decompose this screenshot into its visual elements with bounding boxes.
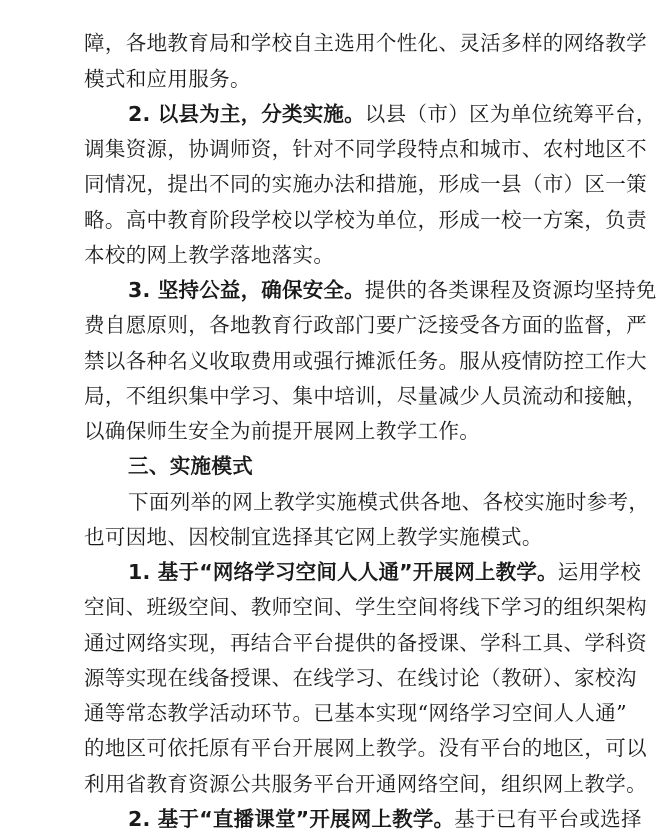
item-text: 提供的各类课程及资源均坚持免 xyxy=(364,278,657,302)
section-heading: 三、实施模式 xyxy=(128,454,254,478)
text-line: 通过网络实现，再结合平台提供的备授课、学科工具、学科资 xyxy=(84,631,647,655)
item-text: 基于已有平台或选择 xyxy=(454,807,642,831)
text-line: 下面列举的网上教学实施模式供各地、各校实施时参考， xyxy=(128,490,650,514)
text-line: 也可因地、因校制宜选择其它网上教学实施模式。 xyxy=(84,525,543,549)
text-line: 障，各地教育局和学校自主选用个性化、灵活多样的网络教学 xyxy=(84,31,647,55)
text-line: 调集资源，协调师资，针对不同学段特点和城市、农村地区不 xyxy=(84,137,647,161)
list-item-heading xyxy=(128,804,642,834)
text-line: 利用省教育资源公共服务平台开通网络空间，组织网上教学。 xyxy=(84,772,647,796)
text-line: 略。高中教育阶段学校以学校为单位，形成一校一方案，负责 xyxy=(84,208,647,232)
text-line: 同情况，提出不同的实施办法和措施，形成一县（市）区一策 xyxy=(84,172,647,196)
item-title: 3. 坚持公益，确保安全。 xyxy=(128,278,365,302)
text-line: 费自愿原则，各地教育行政部门要广泛接受各方面的监督，严 xyxy=(84,313,647,337)
text-line: 模式和应用服务。 xyxy=(84,67,251,91)
text-line: 本校的网上教学落地落实。 xyxy=(84,243,335,267)
item-title: 2. 以县为主，分类实施。 xyxy=(128,102,365,126)
text-line: 局，不组织集中学习、集中培训，尽量减少人员流动和接触， xyxy=(84,384,647,408)
list-item-heading xyxy=(128,99,657,129)
text-line: 通等常态教学活动环节。已基本实现“网络学习空间人人通” xyxy=(84,701,627,725)
item-text: 以县（市）区为单位统筹平台， xyxy=(364,102,657,126)
item-text: 运用学校 xyxy=(557,560,642,584)
text-line: 以确保师生安全为前提开展网上教学工作。 xyxy=(84,419,481,443)
list-item-heading xyxy=(128,275,657,305)
text-line: 源等实现在线备授课、在线学习、在线讨论（教研）、家校沟 xyxy=(84,666,637,690)
text-line: 空间、班级空间、教师空间、学生空间将线下学习的组织架构 xyxy=(84,595,647,619)
text-line: 禁以各种名义收取费用或强行摊派任务。服从疫情防控工作大 xyxy=(84,349,647,373)
item-title: 1. 基于“网络学习空间人人通”开展网上教学。 xyxy=(128,560,558,584)
item-title: 2. 基于“直播课堂”开展网上教学。 xyxy=(128,807,455,831)
text-line: 的地区可依托原有平台开展网上教学。没有平台的地区，可以 xyxy=(84,736,647,760)
list-item-heading xyxy=(128,557,642,587)
